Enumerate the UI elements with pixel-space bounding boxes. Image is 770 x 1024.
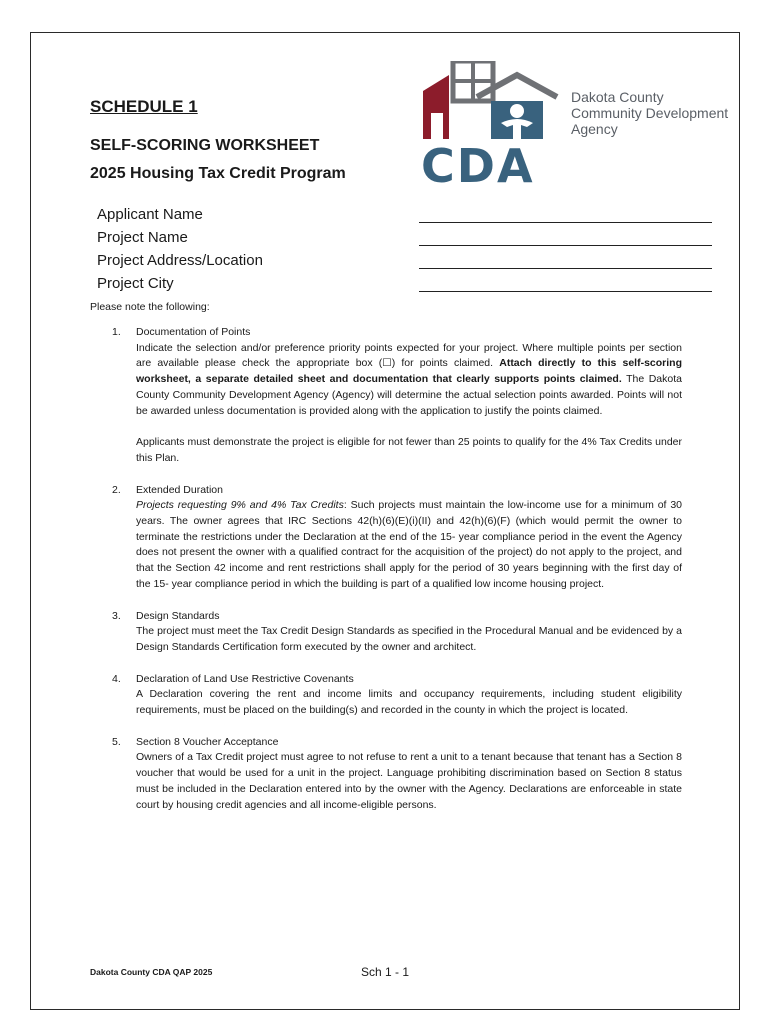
requirements-list — [90, 325, 682, 813]
schedule-heading: SCHEDULE 1 — [90, 97, 198, 116]
item-heading: Extended Duration — [136, 483, 223, 496]
item-body — [136, 341, 682, 420]
project-name-line[interactable] — [419, 245, 712, 246]
item-body: A Declaration covering the rent and income limits and occupancy requirements, including student eligibility requirements, must be placed on the building(s) and recorded in the county in which the project is located. — [136, 688, 682, 717]
house-mark-icon — [421, 61, 561, 151]
note-intro: Please note the following: — [90, 301, 210, 313]
applicant-name-line[interactable] — [419, 222, 712, 223]
list-item — [90, 325, 682, 467]
project-address-label: Project Address/Location — [97, 252, 263, 269]
logo-line-3: Agency — [571, 121, 618, 137]
item-body: Owners of a Tax Credit project must agree to not refuse to rent a unit to a tenant because that tenant has a Section 8 voucher that would be used for a unit in the project. Language prohibiting discrimination based on Section 8 status must be included in the Declaration entered into by the owner with the Agency. Declarations are enforceable in state court by housing credit agencies and all income-eligible persons. — [136, 751, 682, 811]
item-text: The Dakota County Community Development Agency (Agency) will determine the actual selection points awarded. Points will not be awarded unless documentation is provided along with the application to justify the points claimed. — [136, 373, 682, 417]
item-text: Indicate the selection and/or preference priority points expected for your project. Where multiple points per section are available please check the appropriate box (☐) for points claimed. — [136, 341, 682, 370]
project-city-line[interactable] — [419, 291, 712, 292]
footer-doc-id: Dakota County CDA QAP 2025 — [90, 967, 213, 977]
item-italic-text: Projects requesting 9% and 4% Tax Credits — [136, 499, 344, 512]
item-heading: Design Standards — [136, 609, 220, 622]
applicant-fields — [97, 203, 263, 295]
program-title: 2025 Housing Tax Credit Program — [90, 165, 346, 182]
item-number: 2. — [112, 483, 121, 496]
item-number: 3. — [112, 609, 121, 622]
logo-line-2: Community Development — [571, 105, 729, 121]
item-heading: Section 8 Voucher Acceptance — [136, 735, 279, 748]
logo-text — [571, 89, 728, 137]
logo-line-1: Dakota County — [571, 89, 664, 105]
project-address-line[interactable] — [419, 268, 712, 269]
item-body: The project must meet the Tax Credit Design Standards as specified in the Procedural Manual and be evidenced by a Design Standards Certification form executed by the owner and architect. — [136, 625, 682, 653]
item-heading: Declaration of Land Use Restrictive Covenants — [136, 672, 354, 685]
applicant-name-label: Applicant Name — [97, 206, 203, 223]
list-item — [90, 483, 682, 593]
item-number: 4. — [112, 672, 121, 685]
item-heading: Documentation of Points — [136, 326, 251, 338]
logo-acronym: CDA — [421, 139, 535, 193]
item-text: : Such projects must maintain the low-income use for a minimum of 30 years. The owner agrees that IRC Sections 42(h)(6)(E)(i)(II) and 42(h)(6)(F) (which would permit the owner to terminate the restrictions under the Declaration at the end of the 15- year compliance period in the event the Agency does not present the owner with a qualified contract for the acquisition of the project) do not apply to the project, and that the Section 42 income and rent restrictions shall apply for the period of 30 years beginning with the first day of the 15- year compliance period in which the building is part of a qualified low income housing project. — [136, 499, 682, 590]
list-item — [90, 672, 682, 719]
page-number: Sch 1 - 1 — [361, 965, 410, 979]
list-item — [90, 735, 682, 814]
item-body — [136, 498, 682, 592]
project-name-label: Project Name — [97, 229, 188, 246]
item-number: 1. — [112, 326, 121, 338]
project-city-label: Project City — [97, 275, 174, 292]
document-page — [30, 32, 740, 1010]
item-number: 5. — [112, 735, 121, 748]
worksheet-title: SELF-SCORING WORKSHEET — [90, 137, 320, 154]
list-item — [90, 609, 682, 656]
cda-logo — [421, 61, 731, 191]
item-bold-text: Attach directly to this self-scoring worksheet, a separate detailed sheet and documentation that clearly supports points claimed. — [136, 357, 683, 386]
item-paragraph: Applicants must demonstrate the project is eligible for not fewer than 25 points to qualify for the 4% Tax Credits under this Plan. — [136, 436, 682, 464]
